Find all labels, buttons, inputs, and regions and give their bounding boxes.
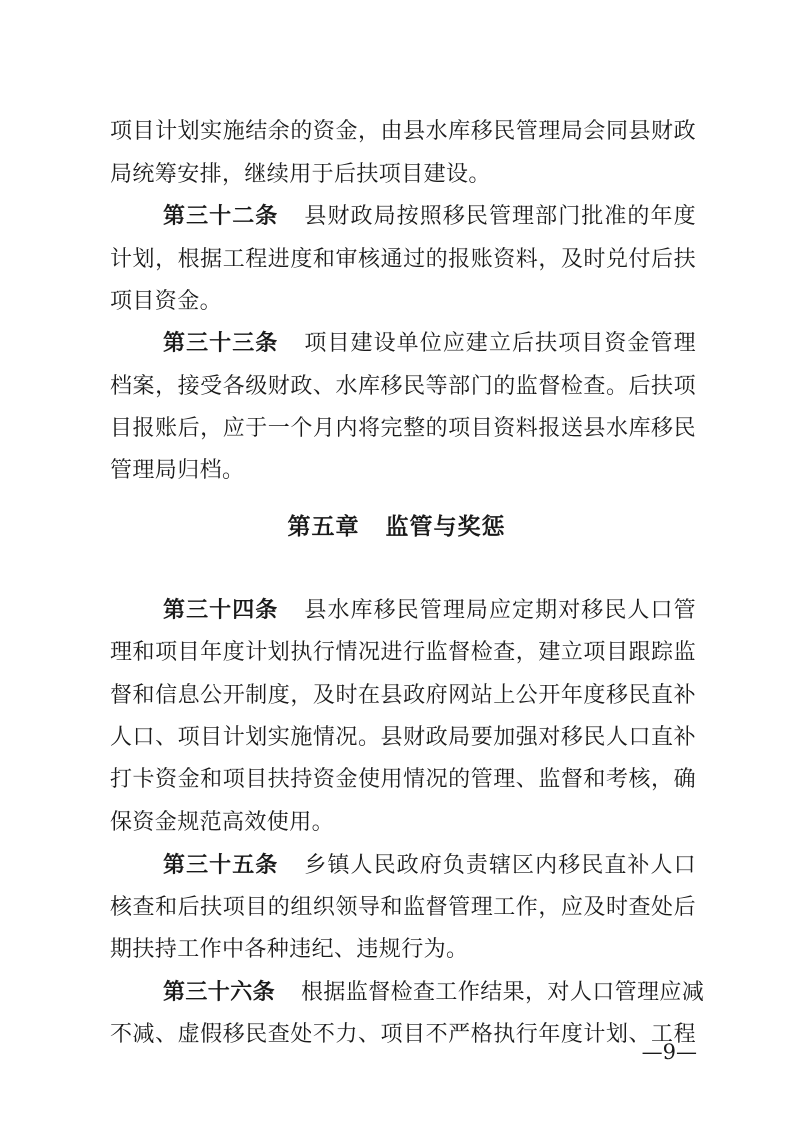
article-36-title: 第三十六条 <box>163 980 276 1005</box>
article-35-text: 乡镇人民政府负责辖区内移民直补人口 <box>304 853 696 878</box>
article-34-first-line <box>110 591 696 631</box>
article-32-title: 第三十二条 <box>163 204 279 229</box>
chapter-heading <box>0 508 793 541</box>
page-number: —9— <box>641 1040 697 1064</box>
article-33-title: 第三十三条 <box>163 331 279 356</box>
paragraph-line: 核查和后扶项目的组织领导和监督管理工作，应及时查处后 <box>110 895 696 920</box>
paragraph-line: 不减、虚假移民查处不力、项目不严格执行年度计划、工程 <box>110 1022 696 1047</box>
article-36-first-line <box>110 973 705 1013</box>
article-33-text: 项目建设单位应建立后扶项目资金管理 <box>304 331 696 356</box>
paragraph-line: 期扶持工作中各种违纪、违规行为。 <box>110 937 469 962</box>
chapter-number: 第五章 <box>287 514 360 540</box>
paragraph-line: 打卡资金和项目扶持资金使用情况的管理、监督和考核，确 <box>110 767 696 792</box>
paragraph-line: 管理局归档。 <box>110 458 245 483</box>
paragraph-line: 督和信息公开制度，及时在县政府网站上公开年度移民直补 <box>110 683 696 708</box>
article-32-text: 县财政局按照移民管理部门批准的年度 <box>304 204 696 229</box>
paragraph-line: 局统筹安排，继续用于后扶项目建设。 <box>110 162 491 187</box>
paragraph-line: 理和项目年度计划执行情况进行监督检查，建立项目跟踪监 <box>110 640 696 665</box>
paragraph-line: 项目资金。 <box>110 289 223 314</box>
paragraph-line: 计划，根据工程进度和审核通过的报账资料，及时兑付后扶 <box>110 247 696 272</box>
chapter-title: 监管与奖惩 <box>385 514 506 540</box>
paragraph-line: 保资金规范高效使用。 <box>110 810 335 835</box>
article-36-text: 根据监督检查工作结果，对人口管理应减 <box>301 980 705 1005</box>
article-34-title: 第三十四条 <box>163 598 279 623</box>
paragraph-line: 人口、项目计划实施情况。县财政局要加强对移民人口直补 <box>110 725 696 750</box>
article-34-text: 县水库移民管理局应定期对移民人口管 <box>304 598 696 623</box>
paragraph-line: 目报账后，应于一个月内将完整的项目资料报送县水库移民 <box>110 416 696 441</box>
paragraph-line: 档案，接受各级财政、水库移民等部门的监督检查。后扶项 <box>110 374 696 399</box>
article-33-first-line <box>110 324 696 364</box>
article-35-first-line <box>110 846 696 886</box>
article-35-title: 第三十五条 <box>163 853 279 878</box>
paragraph-line: 项目计划实施结余的资金，由县水库移民管理局会同县财政 <box>110 119 696 144</box>
article-32-first-line <box>110 197 696 237</box>
